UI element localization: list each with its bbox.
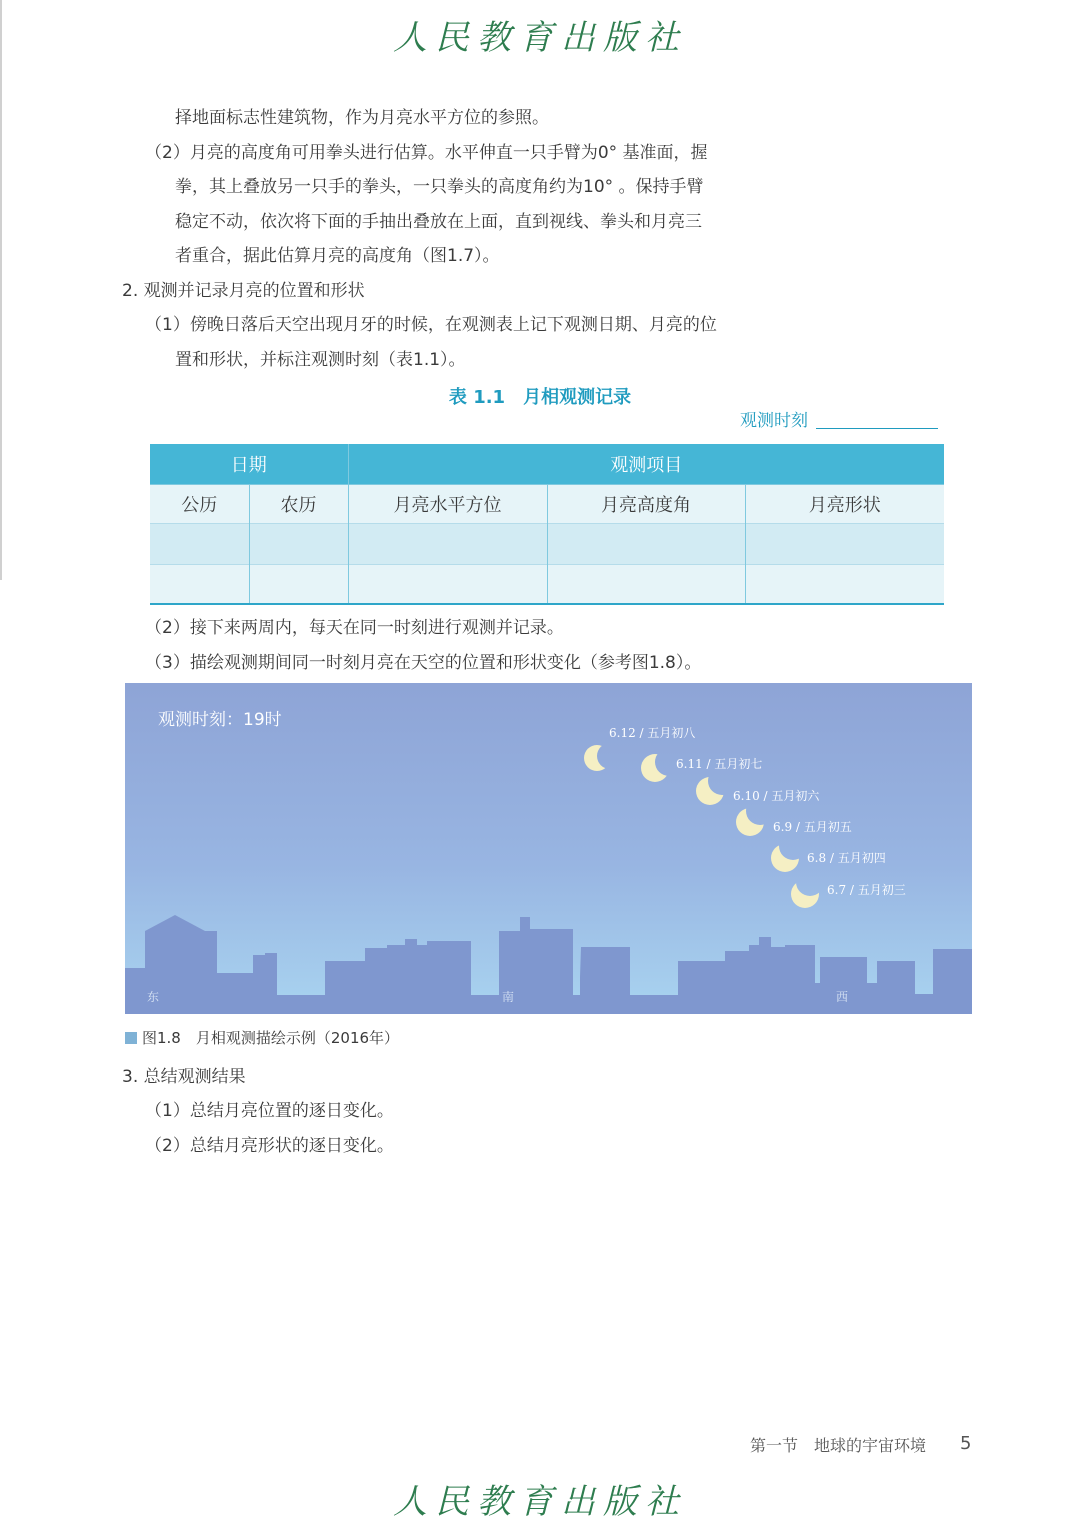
header-date: 日期 [150,444,348,485]
column-header: 月亮形状 [745,485,944,524]
moon-label: 6.7 / 五月初三 [827,883,906,897]
moon-label: 6.8 / 五月初四 [807,851,886,865]
section-heading: 2. 观测并记录月亮的位置和形状 [122,281,365,301]
figure-caption [125,1027,399,1048]
paragraph-line: （2）接下来两周内，每天在同一时刻进行观测并记录。 [145,618,564,638]
section-footer: 第一节 地球的宇宙环境 [750,1436,927,1455]
moon-label: 6.12 / 五月初八 [609,726,696,740]
paragraph-line: 置和形状，并标注观测时刻（表1.1）。 [175,350,466,370]
column-header: 公历 [150,485,249,524]
column-header: 月亮高度角 [547,485,745,524]
publisher-logo-bottom: 人民教育出版社 [393,1482,687,1522]
paragraph-line: 稳定不动，依次将下面的手抽出叠放在上面，直到视线、拳头和月亮三 [175,212,702,232]
page-number: 5 [960,1433,972,1454]
paragraph-line: （1）傍晚日落后天空出现月牙的时候，在观测表上记下观测日期、月亮的位 [145,315,717,335]
paragraph-line: （2）月亮的高度角可用拳头进行估算。水平伸直一只手臂为0° 基准面，握 [145,143,708,163]
moon-label: 6.11 / 五月初七 [676,757,763,771]
moon-label: 6.9 / 五月初五 [773,820,852,834]
column-header: 月亮水平方位 [348,485,547,524]
paragraph-line: 择地面标志性建筑物，作为月亮水平方位的参照。 [175,108,549,128]
paragraph-line: 者重合，据此估算月亮的高度角（图1.7）。 [175,246,500,266]
direction-west: 西 [836,990,849,1004]
table-cell [249,565,348,605]
observation-time-label: 观测时刻 [740,411,808,431]
paragraph-line: （2）总结月亮形状的逐日变化。 [145,1136,394,1156]
page-edge-line [0,0,2,580]
crescent-moon-icon [584,745,610,771]
table-caption: 表 1.1 月相观测记录 [448,387,632,408]
table-cell [150,565,249,605]
table-cell [547,565,745,605]
table-cell [150,524,249,565]
table-row [150,524,944,565]
observation-time-blank [816,428,938,429]
table-cell [547,524,745,565]
moon-observation-figure [125,683,972,1014]
paragraph-line: （1）总结月亮位置的逐日变化。 [145,1101,394,1121]
crescent-moon-icon [641,754,669,782]
publisher-logo-top: 人民教育出版社 [393,18,687,58]
crescent-moon-icon [791,880,819,908]
figure-title: 观测时刻：19时 [158,710,282,730]
moon-label: 6.10 / 五月初六 [733,789,820,803]
crescent-moon-icon [771,844,799,872]
column-header: 农历 [249,485,348,524]
direction-east: 东 [147,990,160,1004]
crescent-moon-icon [736,808,764,836]
table-cell [745,524,944,565]
table-cell [249,524,348,565]
table-cell [745,565,944,605]
direction-south: 南 [502,990,515,1004]
section-heading: 3. 总结观测结果 [122,1067,246,1087]
crescent-moon-icon [696,777,724,805]
table-row [150,565,944,605]
paragraph-line: （3）描绘观测期间同一时刻月亮在天空的位置和形状变化（参考图1.8）。 [145,653,702,673]
header-observation-items: 观测项目 [348,444,944,485]
table-cell [348,565,547,605]
figure-caption-text: 图1.8 月相观测描绘示例（2016年） [142,1029,400,1047]
paragraph-line: 拳，其上叠放另一只手的拳头，一只拳头的高度角约为10° 。保持手臂 [175,177,704,197]
caption-marker-icon [125,1032,137,1044]
observation-table [150,444,944,605]
table-cell [348,524,547,565]
